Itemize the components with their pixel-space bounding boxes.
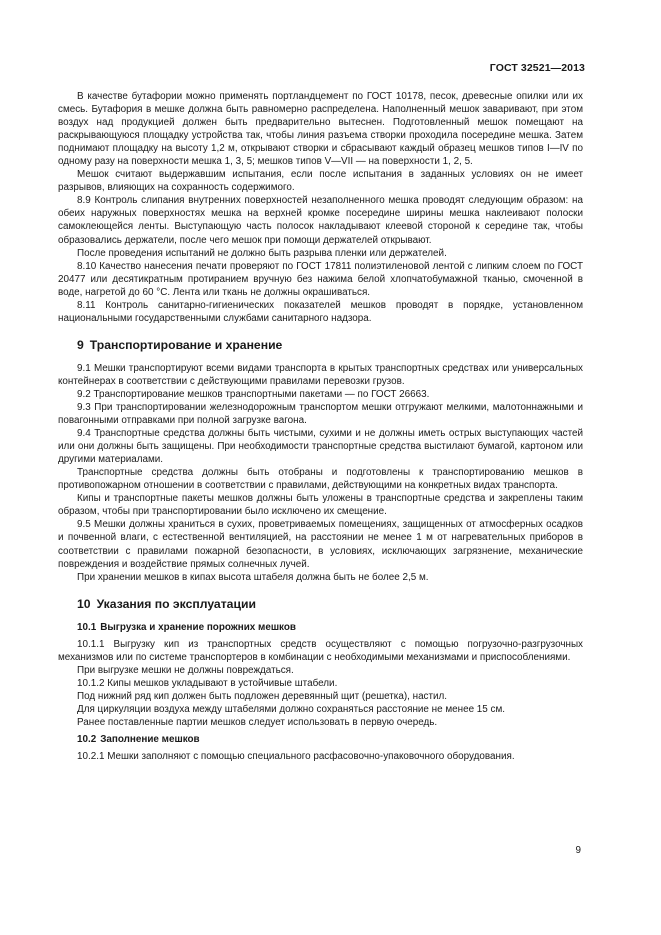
paragraph: 9.4 Транспортные средства должны быть чистыми, сухими и не должны иметь острых выступающих частей или они должны быть защищены. При необходимости транспортные средства выстилают бумагой, картоном или другими материалами.	[58, 428, 583, 466]
section-title: Указания по эксплуатации	[96, 596, 256, 611]
subsection-number: 10.2	[77, 734, 97, 746]
subsection-heading-10-1	[58, 621, 583, 634]
subsection-title: Заполнение мешков	[100, 734, 200, 746]
subsection-heading-10-2	[58, 733, 583, 746]
paragraph: 9.3 При транспортировании железнодорожным транспортом мешки отгружают мелкими, малотоннажными и повагонными отправками при полной загрузке вагона.	[58, 401, 583, 427]
section-title: Транспортирование и хранение	[89, 337, 283, 352]
paragraph: 8.10 Качество нанесения печати проверяют по ГОСТ 17811 полиэтиленовой лентой с липким слоем по ГОСТ 20477 или десятикратным протиранием вручную без нажима белой хлопчатобумажной тканью, смоченной в воде, нагретой до 60 °С. Лента или ткань не должны окрашиваться.	[58, 260, 583, 298]
paragraph: После проведения испытаний не должно быть разрыва пленки или держателей.	[77, 247, 447, 259]
paragraph: Кипы и транспортные пакеты мешков должны быть уложены в транспортные средства и закреплены таким образом, чтобы при транспортировании было исключено их смещение.	[58, 493, 583, 518]
section-heading-9	[58, 338, 583, 353]
paragraph: При хранении мешков в кипах высота штабеля должна быть не более 2,5 м.	[77, 571, 429, 583]
paragraph: В качестве бутафории можно применять портландцемент по ГОСТ 10178, песок, древесные опилки или их смесь. Бутафория в мешке должна быть равномерно распределена. Наполненный мешок заваривают, при этом воздух над продукцией должен быть предварительно вытеснен. Подготовленный мешок помещают на раскрывающуюся площадку устройства так, чтобы линия разъема створки проходила посередине мешка. Затем поднимают площадку на высоту 1,2 м, открывают створки и сбрасывают каждый образец мешков типов I—IV по одному разу на поверхности мешка 1, 3, 5; мешков типов V—VII — на поверхности 1, 2, 5.	[58, 91, 583, 168]
section-heading-10	[58, 597, 583, 612]
page-number: 9	[575, 845, 581, 856]
section-number: 10	[77, 596, 91, 611]
section-number: 9	[77, 337, 84, 352]
paragraph: Для циркуляции воздуха между штабелями должно сохраняться расстояние не менее 15 см.	[77, 703, 506, 715]
paragraph: 9.1 Мешки транспортируют всеми видами транспорта в крытых транспортных средствах или универсальных контейнерах в соответствии с действующими правилами перевозки грузов.	[58, 362, 583, 387]
paragraph: 10.1.2 Кипы мешков укладывают в устойчивые штабели.	[77, 677, 338, 689]
paragraph: 8.11 Контроль санитарно-гигиенических показателей мешков проводят в порядке, установленном национальными государственными службами санитарного надзора.	[58, 299, 583, 324]
subsection-number: 10.1	[77, 621, 97, 633]
paragraph: 10.2.1 Мешки заполняют с помощью специального расфасовочно-упаковочного оборудования.	[77, 751, 515, 763]
paragraph: 8.9 Контроль слипания внутренних поверхностей незаполненного мешка проводят следующим образом: на обеих наружных поверхностях мешка на верхней кромке посередине ширины мешка наклеивают полоски самоклеющейся ленты. Выступающую часть полосок накладывают клеевой стороной к середине так, чтобы образовались держатели, после чего мешок при помощи держателей открывают.	[58, 195, 583, 246]
standard-code-header: ГОСТ 32521—2013	[489, 62, 585, 74]
paragraph: Транспортные средства должны быть отобраны и подготовлены к транспортированию мешков в противопожарном отношении в соответствии с правилами, действующими на конкретных видах транспорта.	[58, 467, 583, 492]
paragraph: 10.1.1 Выгрузку кип из транспортных средств осуществляют с помощью погрузочно-разгрузочных механизмов или по системе транспортеров в комбинации с необходимыми механизмами и приспособлениями.	[58, 638, 583, 663]
paragraph: При выгрузке мешки не должны повреждаться.	[77, 664, 294, 676]
paragraph: 9.5 Мешки должны храниться в сухих, проветриваемых помещениях, защищенных от атмосферных осадков и почвенной влаги, с естественной вентиляцией, на расстоянии не менее 1 м от нагревательных приборов в соответствии с правилами пожарной безопасности, в условиях, исключающих загрязнение, механические повреждения и воздействие прямых солнечных лучей.	[58, 519, 583, 570]
paragraph: Ранее поставленные партии мешков следует использовать в первую очередь.	[77, 716, 438, 728]
paragraph: Под нижний ряд кип должен быть подложен деревянный щит (решетка), настил.	[77, 690, 448, 702]
page-content	[58, 90, 583, 763]
subsection-title: Выгрузка и хранение порожних мешков	[100, 621, 296, 633]
paragraph: 9.2 Транспортирование мешков транспортными пакетами — по ГОСТ 26663.	[77, 388, 430, 400]
paragraph: Мешок считают выдержавшим испытания, если после испытания в заданных условиях он не имеет разрывов, влияющих на сохранность содержимого.	[58, 169, 583, 194]
